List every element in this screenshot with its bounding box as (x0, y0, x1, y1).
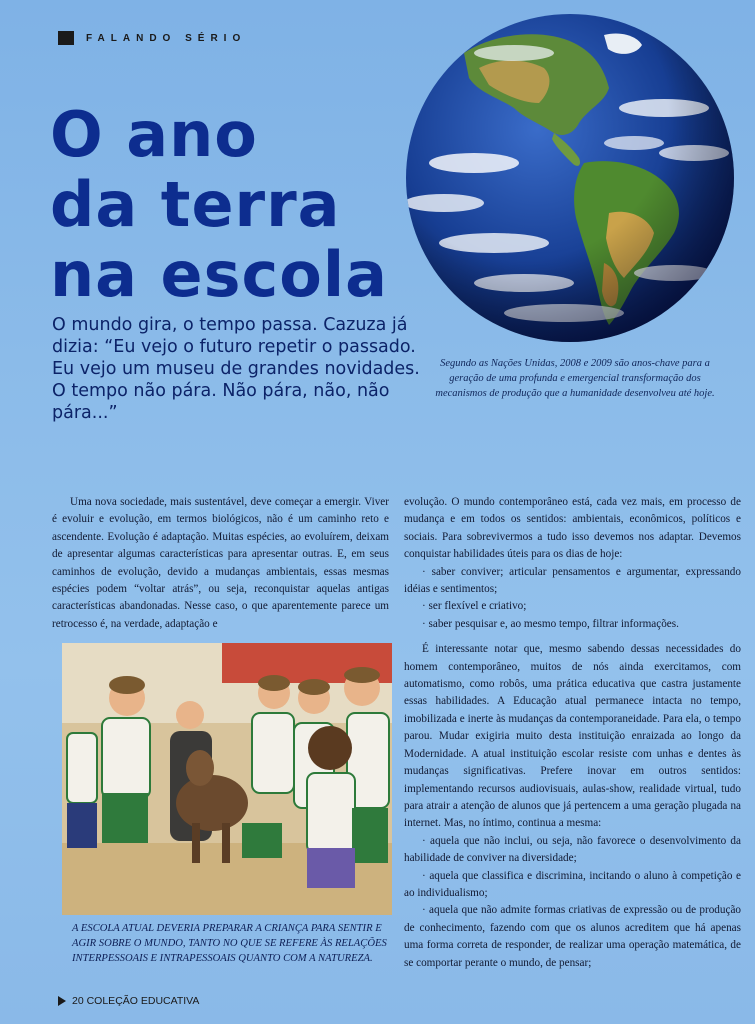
arrow-right-icon (58, 996, 66, 1006)
children-with-goat-photo (62, 643, 392, 915)
page-footer (58, 995, 199, 1007)
paragraph: É interessante notar que, mesmo sabendo dessas necessidades do homem contemporâneo, muitos de nós ainda exercitamos, com automatismo, como robôs, uma prática educativa que castra justamente essas habilidades. A Educação atual permanece intacta no tempo, imobilizada e inerte às mudanças da contemporaneidade. Para ela, o tempo parou. Mudar exigiria muito desta instituição enraizada ao longo da Modernidade. A atual instituição escolar resiste com unhas e dentes às mudanças significativas. Prefere inovar em outros sentidos: implementando recursos audiovisuais, aulas-show, realidade virtual, tudo para atrair a atenção de alunos que já pertencem a uma geração plugada na internet. Mas, no íntimo, continua a mesma: (404, 643, 741, 830)
list-item: · aquela que não inclui, ou seja, não favorece o desenvolvimento da habilidade de conviver na diversidade; (404, 834, 741, 865)
list-item: · saber pesquisar e, ao mesmo tempo, filtrar informações. (422, 617, 679, 630)
section-label: FALANDO SÉRIO (86, 32, 247, 44)
article-lede: O mundo gira, o tempo passa. Cazuza já dizia: “Eu vejo o futuro repetir o passado. Eu vejo um museu de grandes novidades. O tempo não pára. Não pára, não, não pára...” (52, 315, 420, 423)
page-number-label: 20 COLEÇÃO EDUCATIVA (72, 995, 200, 1007)
paragraph: evolução. O mundo contemporâneo está, cada vez mais, em processo de mudança e em todos os sentidos: ambientais, econômicos, políticos e sociais. Para sobrevivermos a tudo isso devemos nos adaptar. Devemos conquistar habilidades úteis para os dias de hoje: (404, 496, 741, 561)
article-column-2 (404, 494, 741, 972)
section-square-icon (58, 31, 74, 45)
title-line-3: na escola (50, 238, 388, 311)
title-line-2: da terra (50, 168, 341, 241)
photo-caption: A ESCOLA ATUAL DEVERIA PREPARAR A CRIANÇA PARA SENTIR E AGIR SOBRE O MUNDO, TANTO NO QUE SE REFERE ÀS RELAÇÕES INTERPESSOAIS E INTRAPESSOAIS QUANTO COM A NATUREZA. (72, 923, 387, 964)
article-column-1 (52, 494, 389, 633)
article-title (50, 100, 388, 310)
paragraph: Uma nova sociedade, mais sustentável, deve começar a emergir. Viver é evoluir e evolução, em termos biológicos, não é um caminho reto e ascendente. Evolução é adaptação. Muitas espécies, ao evoluírem, deixam de apresentar algumas características para apresentar outras. E, em seus caminhos de evolução, devido a mudanças ambientais, essas mesmas espécies podem “voltar atrás”, ou seja, reconquistar aquelas antigas características abandonadas. Nesse caso, o que aparentemente parece um retrocesso é, na verdade, adaptação e (52, 496, 389, 630)
list-item: · ser flexível e criativo; (422, 600, 527, 613)
list-item: · saber conviver; articular pensamentos e argumentar, expressando idéias e sentimentos; (404, 565, 741, 596)
list-item: · aquela que classifica e discrimina, incitando o aluno à competição e ao individualismo; (404, 869, 741, 899)
list-item: · aquela que não admite formas criativas de expressão ou de produção de conhecimento, fazendo com que os alunos acreditem que há apenas uma forma correta de responder, de realizar uma operação matemática, de se comportar perante o mundo, de pensar; (404, 904, 741, 969)
title-line-1: O ano (50, 98, 258, 171)
section-tag (58, 31, 246, 45)
earth-caption: Segundo as Nações Unidas, 2008 e 2009 são anos-chave para a geração de uma profunda e emergencial transformação dos mecanismos de produção que a humanidade desenvolveu até hoje. (435, 358, 715, 399)
earth-globe-image (404, 13, 736, 343)
